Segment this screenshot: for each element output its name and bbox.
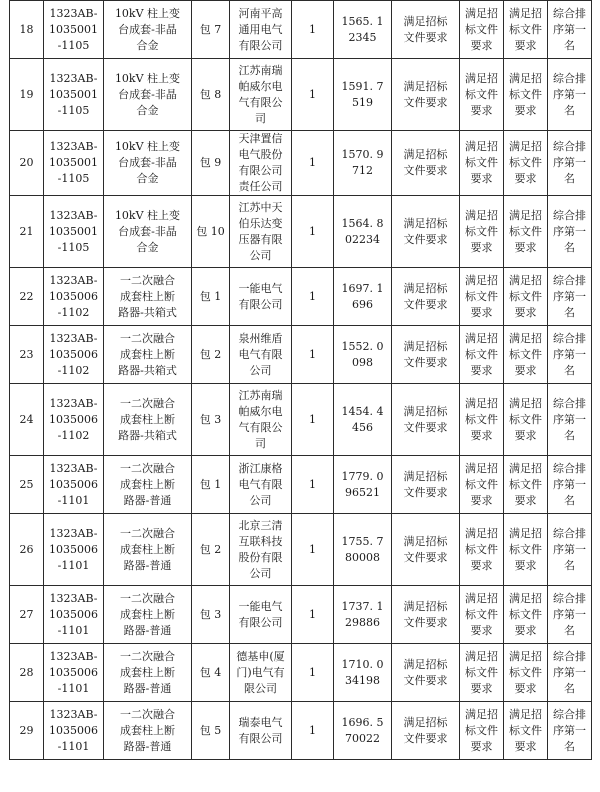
qualification-review-cell: 满足招 标文件 要求	[504, 1, 548, 59]
qualification-review-cell: 满足招 标文件 要求	[504, 131, 548, 196]
quantity-cell: 1	[292, 196, 334, 268]
package-cell: 包 3	[192, 384, 230, 456]
supplier-cell: 一能电气 有限公司	[230, 586, 292, 644]
supplier-cell: 河南平高 通用电气 有限公司	[230, 1, 292, 59]
price-cell: 1697. 1 696	[334, 268, 392, 326]
technical-review-cell: 满足招标 文件要求	[392, 702, 460, 760]
material-code-cell: 1323AB- 1035006 -1101	[44, 586, 104, 644]
qualification-review-cell: 满足招 标文件 要求	[504, 644, 548, 702]
material-code-cell: 1323AB- 1035001 -1105	[44, 196, 104, 268]
commercial-review-cell: 满足招 标文件 要求	[460, 456, 504, 514]
price-cell: 1454. 4 456	[334, 384, 392, 456]
package-cell: 包 4	[192, 644, 230, 702]
technical-review-cell: 满足招标 文件要求	[392, 326, 460, 384]
commercial-review-cell: 满足招 标文件 要求	[460, 384, 504, 456]
material-code-cell: 1323AB- 1035006 -1101	[44, 702, 104, 760]
commercial-review-cell: 满足招 标文件 要求	[460, 268, 504, 326]
table-row	[10, 268, 592, 326]
qualification-review-cell: 满足招 标文件 要求	[504, 702, 548, 760]
quantity-cell: 1	[292, 644, 334, 702]
seq-cell: 18	[10, 1, 44, 59]
commercial-review-cell: 满足招 标文件 要求	[460, 1, 504, 59]
technical-review-cell: 满足招标 文件要求	[392, 1, 460, 59]
quantity-cell: 1	[292, 268, 334, 326]
seq-cell: 23	[10, 326, 44, 384]
package-cell: 包 2	[192, 326, 230, 384]
package-cell: 包 10	[192, 196, 230, 268]
table-row	[10, 586, 592, 644]
supplier-cell: 江苏南瑞 帕威尔电 气有限公 司	[230, 384, 292, 456]
price-cell: 1565. 1 2345	[334, 1, 392, 59]
supplier-cell: 天津置信 电气股份 有限公司 责任公司	[230, 131, 292, 196]
price-cell: 1564. 8 02234	[334, 196, 392, 268]
quantity-cell: 1	[292, 1, 334, 59]
table-row	[10, 131, 592, 196]
commercial-review-cell: 满足招 标文件 要求	[460, 326, 504, 384]
package-cell: 包 1	[192, 456, 230, 514]
price-cell: 1779. 0 96521	[334, 456, 392, 514]
seq-cell: 29	[10, 702, 44, 760]
material-name-cell: 一二次融合 成套柱上断 路器-普通	[104, 702, 192, 760]
technical-review-cell: 满足招标 文件要求	[392, 384, 460, 456]
technical-review-cell: 满足招标 文件要求	[392, 586, 460, 644]
technical-review-cell: 满足招标 文件要求	[392, 131, 460, 196]
ranking-cell: 综合排 序第一 名	[548, 268, 592, 326]
supplier-cell: 瑞泰电气 有限公司	[230, 702, 292, 760]
table-row	[10, 644, 592, 702]
qualification-review-cell: 满足招 标文件 要求	[504, 456, 548, 514]
package-cell: 包 7	[192, 1, 230, 59]
material-code-cell: 1323AB- 1035006 -1102	[44, 268, 104, 326]
ranking-cell: 综合排 序第一 名	[548, 586, 592, 644]
seq-cell: 19	[10, 59, 44, 131]
commercial-review-cell: 满足招 标文件 要求	[460, 702, 504, 760]
material-name-cell: 一二次融合 成套柱上断 路器-共箱式	[104, 326, 192, 384]
seq-cell: 22	[10, 268, 44, 326]
table-row	[10, 59, 592, 131]
material-name-cell: 一二次融合 成套柱上断 路器-普通	[104, 456, 192, 514]
ranking-cell: 综合排 序第一 名	[548, 702, 592, 760]
seq-cell: 26	[10, 514, 44, 586]
price-cell: 1737. 1 29886	[334, 586, 392, 644]
material-name-cell: 一二次融合 成套柱上断 路器-普通	[104, 644, 192, 702]
material-name-cell: 10kV 柱上变 台成套-非晶 合金	[104, 59, 192, 131]
bid-results-table	[9, 0, 592, 760]
supplier-cell: 江苏中天 伯乐达变 压器有限 公司	[230, 196, 292, 268]
ranking-cell: 综合排 序第一 名	[548, 131, 592, 196]
supplier-cell: 一能电气 有限公司	[230, 268, 292, 326]
price-cell: 1755. 7 80008	[334, 514, 392, 586]
seq-cell: 27	[10, 586, 44, 644]
material-name-cell: 一二次融合 成套柱上断 路器-普通	[104, 514, 192, 586]
ranking-cell: 综合排 序第一 名	[548, 59, 592, 131]
quantity-cell: 1	[292, 514, 334, 586]
supplier-cell: 德基申(厦 门)电气有 限公司	[230, 644, 292, 702]
commercial-review-cell: 满足招 标文件 要求	[460, 514, 504, 586]
package-cell: 包 2	[192, 514, 230, 586]
qualification-review-cell: 满足招 标文件 要求	[504, 59, 548, 131]
material-code-cell: 1323AB- 1035006 -1101	[44, 456, 104, 514]
table-row	[10, 326, 592, 384]
technical-review-cell: 满足招标 文件要求	[392, 456, 460, 514]
material-name-cell: 10kV 柱上变 台成套-非晶 合金	[104, 196, 192, 268]
material-code-cell: 1323AB- 1035006 -1102	[44, 384, 104, 456]
ranking-cell: 综合排 序第一 名	[548, 384, 592, 456]
material-name-cell: 一二次融合 成套柱上断 路器-共箱式	[104, 268, 192, 326]
price-cell: 1570. 9 712	[334, 131, 392, 196]
material-code-cell: 1323AB- 1035006 -1101	[44, 514, 104, 586]
supplier-cell: 北京三清 互联科技 股份有限 公司	[230, 514, 292, 586]
qualification-review-cell: 满足招 标文件 要求	[504, 268, 548, 326]
ranking-cell: 综合排 序第一 名	[548, 644, 592, 702]
qualification-review-cell: 满足招 标文件 要求	[504, 586, 548, 644]
commercial-review-cell: 满足招 标文件 要求	[460, 196, 504, 268]
material-code-cell: 1323AB- 1035006 -1102	[44, 326, 104, 384]
qualification-review-cell: 满足招 标文件 要求	[504, 514, 548, 586]
quantity-cell: 1	[292, 384, 334, 456]
ranking-cell: 综合排 序第一 名	[548, 1, 592, 59]
technical-review-cell: 满足招标 文件要求	[392, 59, 460, 131]
commercial-review-cell: 满足招 标文件 要求	[460, 586, 504, 644]
supplier-cell: 江苏南瑞 帕威尔电 气有限公 司	[230, 59, 292, 131]
material-code-cell: 1323AB- 1035006 -1101	[44, 644, 104, 702]
seq-cell: 24	[10, 384, 44, 456]
price-cell: 1710. 0 34198	[334, 644, 392, 702]
package-cell: 包 1	[192, 268, 230, 326]
technical-review-cell: 满足招标 文件要求	[392, 644, 460, 702]
quantity-cell: 1	[292, 131, 334, 196]
ranking-cell: 综合排 序第一 名	[548, 196, 592, 268]
technical-review-cell: 满足招标 文件要求	[392, 514, 460, 586]
package-cell: 包 9	[192, 131, 230, 196]
price-cell: 1552. 0 098	[334, 326, 392, 384]
table-row	[10, 384, 592, 456]
technical-review-cell: 满足招标 文件要求	[392, 268, 460, 326]
table-row	[10, 456, 592, 514]
quantity-cell: 1	[292, 586, 334, 644]
qualification-review-cell: 满足招 标文件 要求	[504, 196, 548, 268]
table-row	[10, 514, 592, 586]
commercial-review-cell: 满足招 标文件 要求	[460, 644, 504, 702]
quantity-cell: 1	[292, 702, 334, 760]
ranking-cell: 综合排 序第一 名	[548, 326, 592, 384]
commercial-review-cell: 满足招 标文件 要求	[460, 59, 504, 131]
material-code-cell: 1323AB- 1035001 -1105	[44, 131, 104, 196]
qualification-review-cell: 满足招 标文件 要求	[504, 384, 548, 456]
supplier-cell: 浙江康格 电气有限 公司	[230, 456, 292, 514]
material-name-cell: 10kV 柱上变 台成套-非晶 合金	[104, 1, 192, 59]
quantity-cell: 1	[292, 456, 334, 514]
supplier-cell: 泉州维盾 电气有限 公司	[230, 326, 292, 384]
ranking-cell: 综合排 序第一 名	[548, 514, 592, 586]
material-name-cell: 一二次融合 成套柱上断 路器-共箱式	[104, 384, 192, 456]
price-cell: 1696. 5 70022	[334, 702, 392, 760]
table-row	[10, 702, 592, 760]
commercial-review-cell: 满足招 标文件 要求	[460, 131, 504, 196]
seq-cell: 25	[10, 456, 44, 514]
package-cell: 包 5	[192, 702, 230, 760]
quantity-cell: 1	[292, 59, 334, 131]
package-cell: 包 3	[192, 586, 230, 644]
material-code-cell: 1323AB- 1035001 -1105	[44, 59, 104, 131]
table-row	[10, 1, 592, 59]
quantity-cell: 1	[292, 326, 334, 384]
ranking-cell: 综合排 序第一 名	[548, 456, 592, 514]
material-name-cell: 10kV 柱上变 台成套-非晶 合金	[104, 131, 192, 196]
seq-cell: 28	[10, 644, 44, 702]
table-row	[10, 196, 592, 268]
technical-review-cell: 满足招标 文件要求	[392, 196, 460, 268]
package-cell: 包 8	[192, 59, 230, 131]
price-cell: 1591. 7 519	[334, 59, 392, 131]
seq-cell: 20	[10, 131, 44, 196]
material-code-cell: 1323AB- 1035001 -1105	[44, 1, 104, 59]
material-name-cell: 一二次融合 成套柱上断 路器-普通	[104, 586, 192, 644]
qualification-review-cell: 满足招 标文件 要求	[504, 326, 548, 384]
seq-cell: 21	[10, 196, 44, 268]
